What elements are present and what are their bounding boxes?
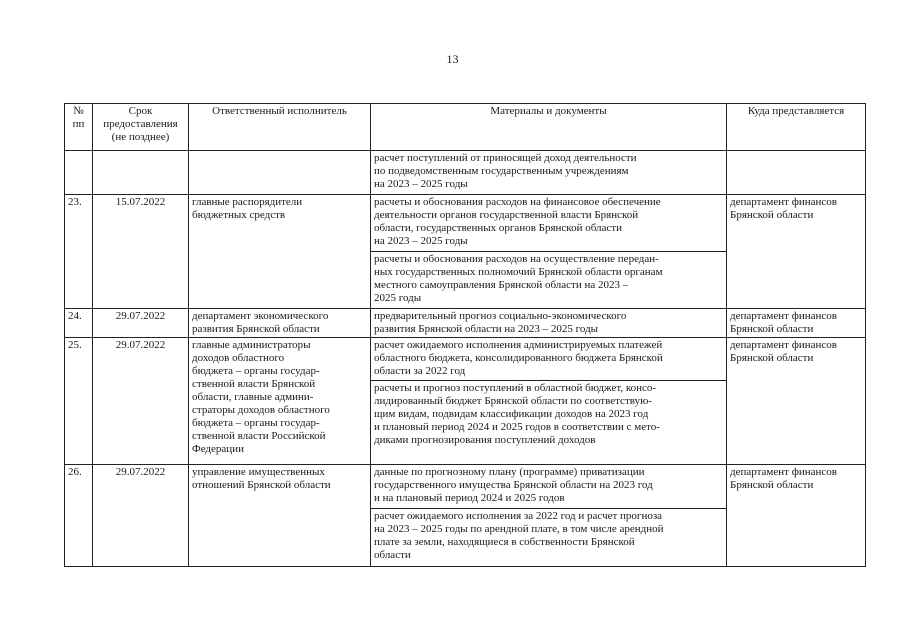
header-deadline: Срок предоставления (не позднее) — [93, 104, 189, 151]
row-destination: департамент финансов Брянской области — [727, 338, 866, 465]
row-date — [93, 151, 189, 195]
header-destination: Куда представляется — [727, 104, 866, 151]
row-destination — [727, 151, 866, 195]
row-executor — [189, 151, 371, 195]
row-materials — [371, 151, 727, 195]
header-executor: Ответственный исполнитель — [189, 104, 371, 151]
row-executor: управление имущественных отношений Брянской области — [189, 465, 371, 567]
row-date: 29.07.2022 — [93, 465, 189, 567]
material-item: данные по прогнозному плану (программе) приватизации государственного имущества Брянской области на 2023 год и на плановый период 2024 и 2025 годов — [374, 466, 653, 504]
row-executor: департамент экономического развития Брянской области — [189, 309, 371, 338]
row-destination: департамент финансов Брянской области — [727, 465, 866, 567]
row-executor: главные распорядители бюджетных средств — [189, 195, 371, 309]
row-materials — [371, 338, 727, 381]
row-date: 29.07.2022 — [93, 338, 189, 465]
header-number: № пп — [65, 104, 93, 151]
row-materials — [371, 309, 727, 338]
row-materials — [371, 465, 727, 509]
row-number: 23. — [65, 195, 93, 309]
header-row — [65, 104, 866, 151]
row-date: 29.07.2022 — [93, 309, 189, 338]
material-item: расчеты и прогноз поступлений в областной бюджет, консо- лидированный бюджет Брянской области по соответствую- щим видам, подвидам классификации доходов на 2023 год и плановый период 2024 и 2025 годов в соответствии с мето- диками прогнозирования поступлений доходов — [374, 382, 660, 446]
row-number: 26. — [65, 465, 93, 567]
material-item: предварительный прогноз социально-экономического развития Брянской области на 2023 – 2025 годы — [374, 310, 627, 335]
table-row — [65, 151, 866, 195]
material-item: расчет ожидаемого исполнения администрируемых платежей областного бюджета, консолидированного бюджета Брянской области за 2022 год — [374, 339, 663, 377]
row-materials — [371, 252, 727, 309]
header-materials: Материалы и документы — [371, 104, 727, 151]
material-item: расчет поступлений от приносящей доход деятельности по подведомственным государственным учреждениям на 2023 – 2025 годы — [374, 152, 637, 190]
row-destination: департамент финансов Брянской области — [727, 195, 866, 309]
row-materials — [371, 195, 727, 252]
row-materials — [371, 509, 727, 567]
row-materials — [371, 381, 727, 465]
row-executor: главные администраторы доходов областного бюджета – органы государ- ственной власти Брянской области, главные админи- страторы доходов областного бюджета – органы государ- ственной власти Российской Федерации — [189, 338, 371, 465]
row-date: 15.07.2022 — [93, 195, 189, 309]
page-number: 13 — [446, 52, 459, 66]
table-row — [65, 338, 866, 381]
row-number: 24. — [65, 309, 93, 338]
row-number: 25. — [65, 338, 93, 465]
material-item: расчеты и обоснования расходов на осуществление передан- ных государственных полномочий Брянской области органам местного самоуправления Брянской области на 2023 – 2025 годы — [374, 253, 663, 304]
table-row — [65, 309, 866, 338]
schedule-table — [64, 103, 866, 567]
row-number — [65, 151, 93, 195]
material-item: расчет ожидаемого исполнения за 2022 год и расчет прогноза на 2023 – 2025 годы по арендной плате, в том числе арендной плате за земли, находящиеся в собственности Брянской области — [374, 510, 664, 561]
row-destination: департамент финансов Брянской области — [727, 309, 866, 338]
table-row — [65, 195, 866, 252]
table-row — [65, 465, 866, 509]
material-item: расчеты и обоснования расходов на финансовое обеспечение деятельности органов государственной власти Брянской области, государственных органов Брянской области на 2023 – 2025 годы — [374, 196, 661, 247]
